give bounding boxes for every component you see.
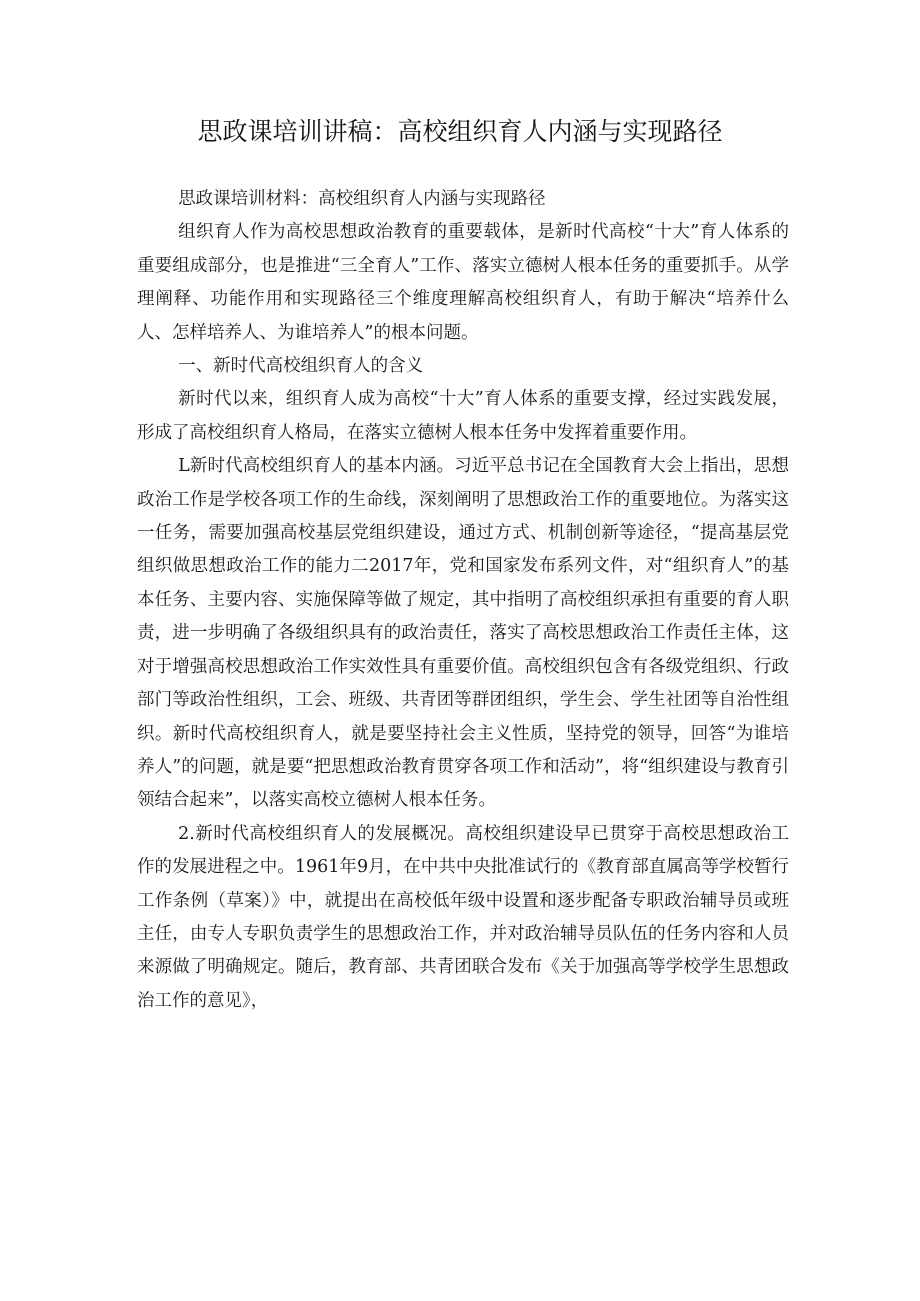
paragraph-development-overview: 2.新时代高校组织育人的发展概况。高校组织建设早已贯穿于高校思想政治工作的发展进程之中。1961年9月，在中共中央批准试行的《教育部直属高等学校暂行工作条例（草案）》中，就提出在高校低年级中设置和逐步配备专职政治辅导员或班主任，由专人专职负责学生的思想政治工作，并对政治辅导员队伍的任务内容和人员来源做了明确规定。随后，教育部、共青团联合发布《关于加强高等学校学生思想政治工作的意见》， bbox=[137, 823, 789, 1011]
paragraph-basic-connotation: L新时代高校组织育人的基本内涵。习近平总书记在全国教育大会上指出，思想政治工作是学校各项工作的生命线，深刻阐明了思想政治工作的重要地位。为落实这一任务，需要加强高校基层党组织建设，通过方式、机制创新等途径，“提高基层党组织做思想政治工作的能力二2017年，党和国家发布系列文件，对“组织育人”的基本任务、主要内容、实施保障等做了规定，其中指明了高校组织承担有重要的育人职责，进一步明确了各级组织具有的政治责任，落实了高校思想政治工作责任主体，这对于增强高校思想政治工作实效性具有重要价值。高校组织包含有各级党组织、行政部门等政治性组织，工会、班级、共青团等群团组织，学生会、学生社团等自治性组织。新时代高校组织育人，就是要坚持社会主义性质，坚持党的领导，回答“为谁培养人”的问题，就是要“把思想政治教育贯穿各项工作和活动”，将“组织建设与教育引领结合起来”，以落实高校立德树人根本任务。 bbox=[137, 456, 789, 811]
document-title: 思政课培训讲稿：高校组织育人内涵与实现路径 bbox=[197, 117, 723, 146]
paragraph-subtitle: 思政课培训材料：高校组织育人内涵与实现路径 bbox=[178, 189, 546, 209]
paragraph-section-1-intro: 新时代以来，组织育人成为高校“十大”育人体系的重要支撑，经过实践发展，形成了高校组织育人格局，在落实立德树人根本任务中发挥着重要作用。 bbox=[137, 389, 789, 443]
section-heading-1: 一、新时代高校组织育人的含义 bbox=[178, 356, 424, 377]
document-body bbox=[137, 183, 789, 1018]
paragraph-intro: 组织育人作为高校思想政治教育的重要载体，是新时代高校“十大”育人体系的重要组成部分，也是推进“三全育人”工作、落实立德树人根本任务的重要抓手。从学理阐释、功能作用和实现路径三个维度理解高校组织育人，有助于解决“培养什么人、怎样培养人、为谁培养人”的根本问题。 bbox=[137, 222, 789, 343]
